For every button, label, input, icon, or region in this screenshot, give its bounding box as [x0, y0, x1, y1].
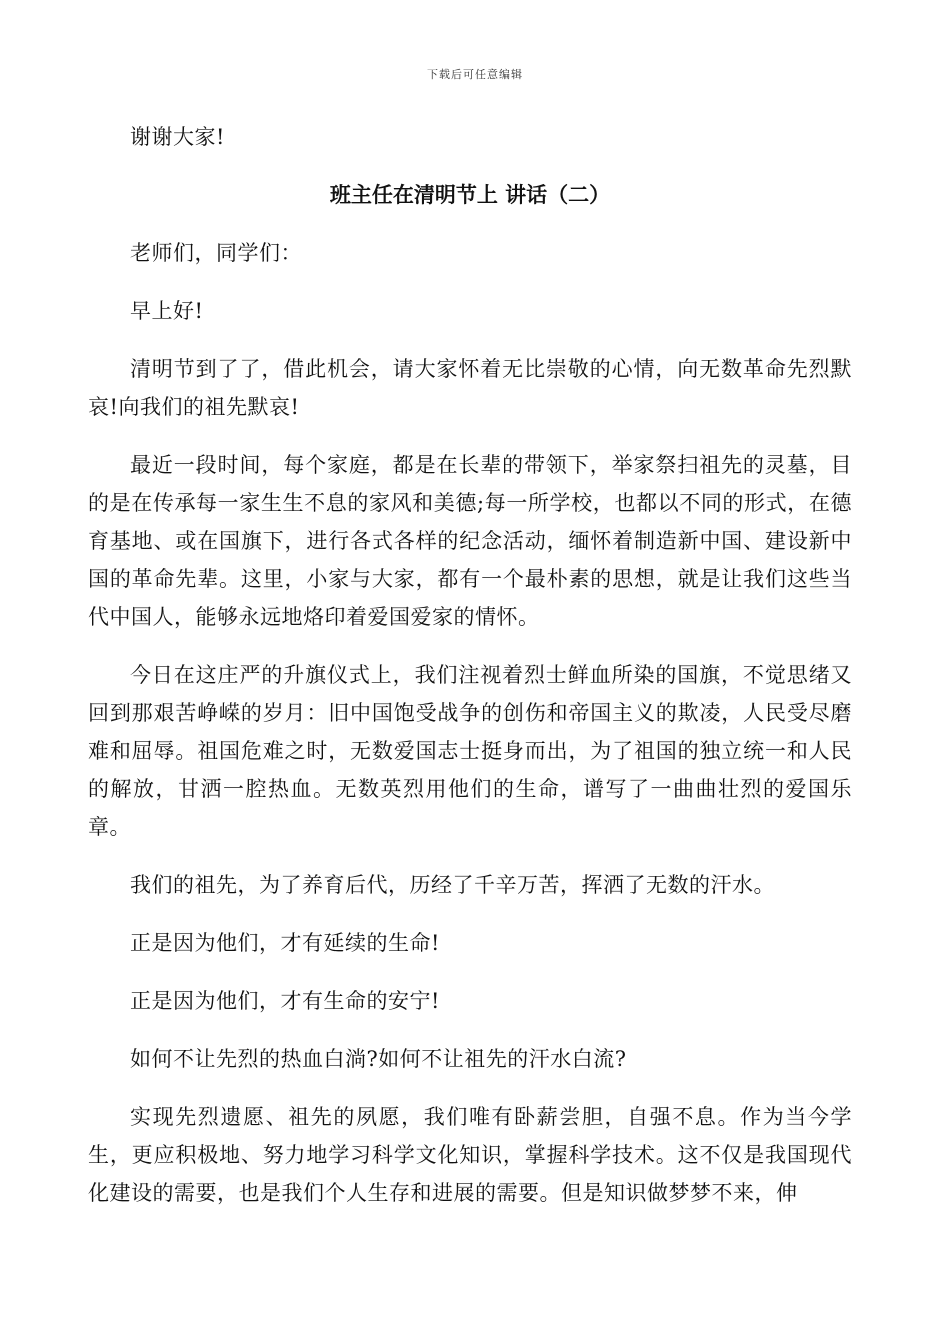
page-header-note: 下载后可任意编辑 [427, 68, 523, 81]
paragraph-4: 我们的祖先，为了养育后代，历经了千辛万苦，挥洒了无数的汗水。 [130, 873, 775, 897]
paragraph-6: 正是因为他们，才有生命的安宁! [130, 989, 440, 1013]
paragraph-3: 今日在这庄严的升旗仪式上，我们注视着烈士鲜血所染的国旗，不觉思绪又回到那艰苦峥嵘的岁月：旧中国饱受战争的创伤和帝国主义的欺凌，人民受尽磨难和屈辱。祖国危难之时，无数爱国志士挺身而出，为了祖国的独立统一和人民的解放，甘洒一腔热血。无数英烈用他们的生命，谱写了一曲曲壮烈的爱国乐章。 [88, 663, 852, 839]
paragraph-2: 最近一段时间，每个家庭，都是在长辈的带领下，举家祭扫祖先的灵墓，目的是在传承每一家生生不息的家风和美德;每一所学校，也都以不同的形式，在德育基地、或在国旗下，进行各式各样的纪念活动，缅怀着制造新中国、建设新中国的革命先辈。这里，小家与大家，都有一个最朴素的思想，就是让我们这些当代中国人，能够永远地烙印着爱国爱家的情怀。 [88, 453, 852, 629]
paragraph-1: 清明节到了了，借此机会，请大家怀着无比崇敬的心情，向无数革命先烈默哀!向我们的祖先默哀! [88, 357, 852, 419]
paragraph-5: 正是因为他们，才有延续的生命! [130, 931, 440, 955]
document-body [88, 118, 852, 1232]
salutation: 老师们，同学们： [130, 241, 302, 265]
speech-title: 班主任在清明节上 讲话（二） [329, 182, 611, 207]
paragraph-7: 如何不让先烈的热血白淌?如何不让祖先的汗水白流? [130, 1047, 627, 1071]
good-morning-line: 早上好! [130, 299, 204, 323]
paragraph-8: 实现先烈遗愿、祖先的夙愿，我们唯有卧薪尝胆，自强不息。作为当今学生，更应积极地、努力地学习科学文化知识，掌握科学技术。这不仅是我国现代化建设的需要，也是我们个人生存和进展的需要。但是知识做梦梦不来，伸 [88, 1105, 852, 1205]
closing-line: 谢谢大家! [130, 125, 225, 149]
